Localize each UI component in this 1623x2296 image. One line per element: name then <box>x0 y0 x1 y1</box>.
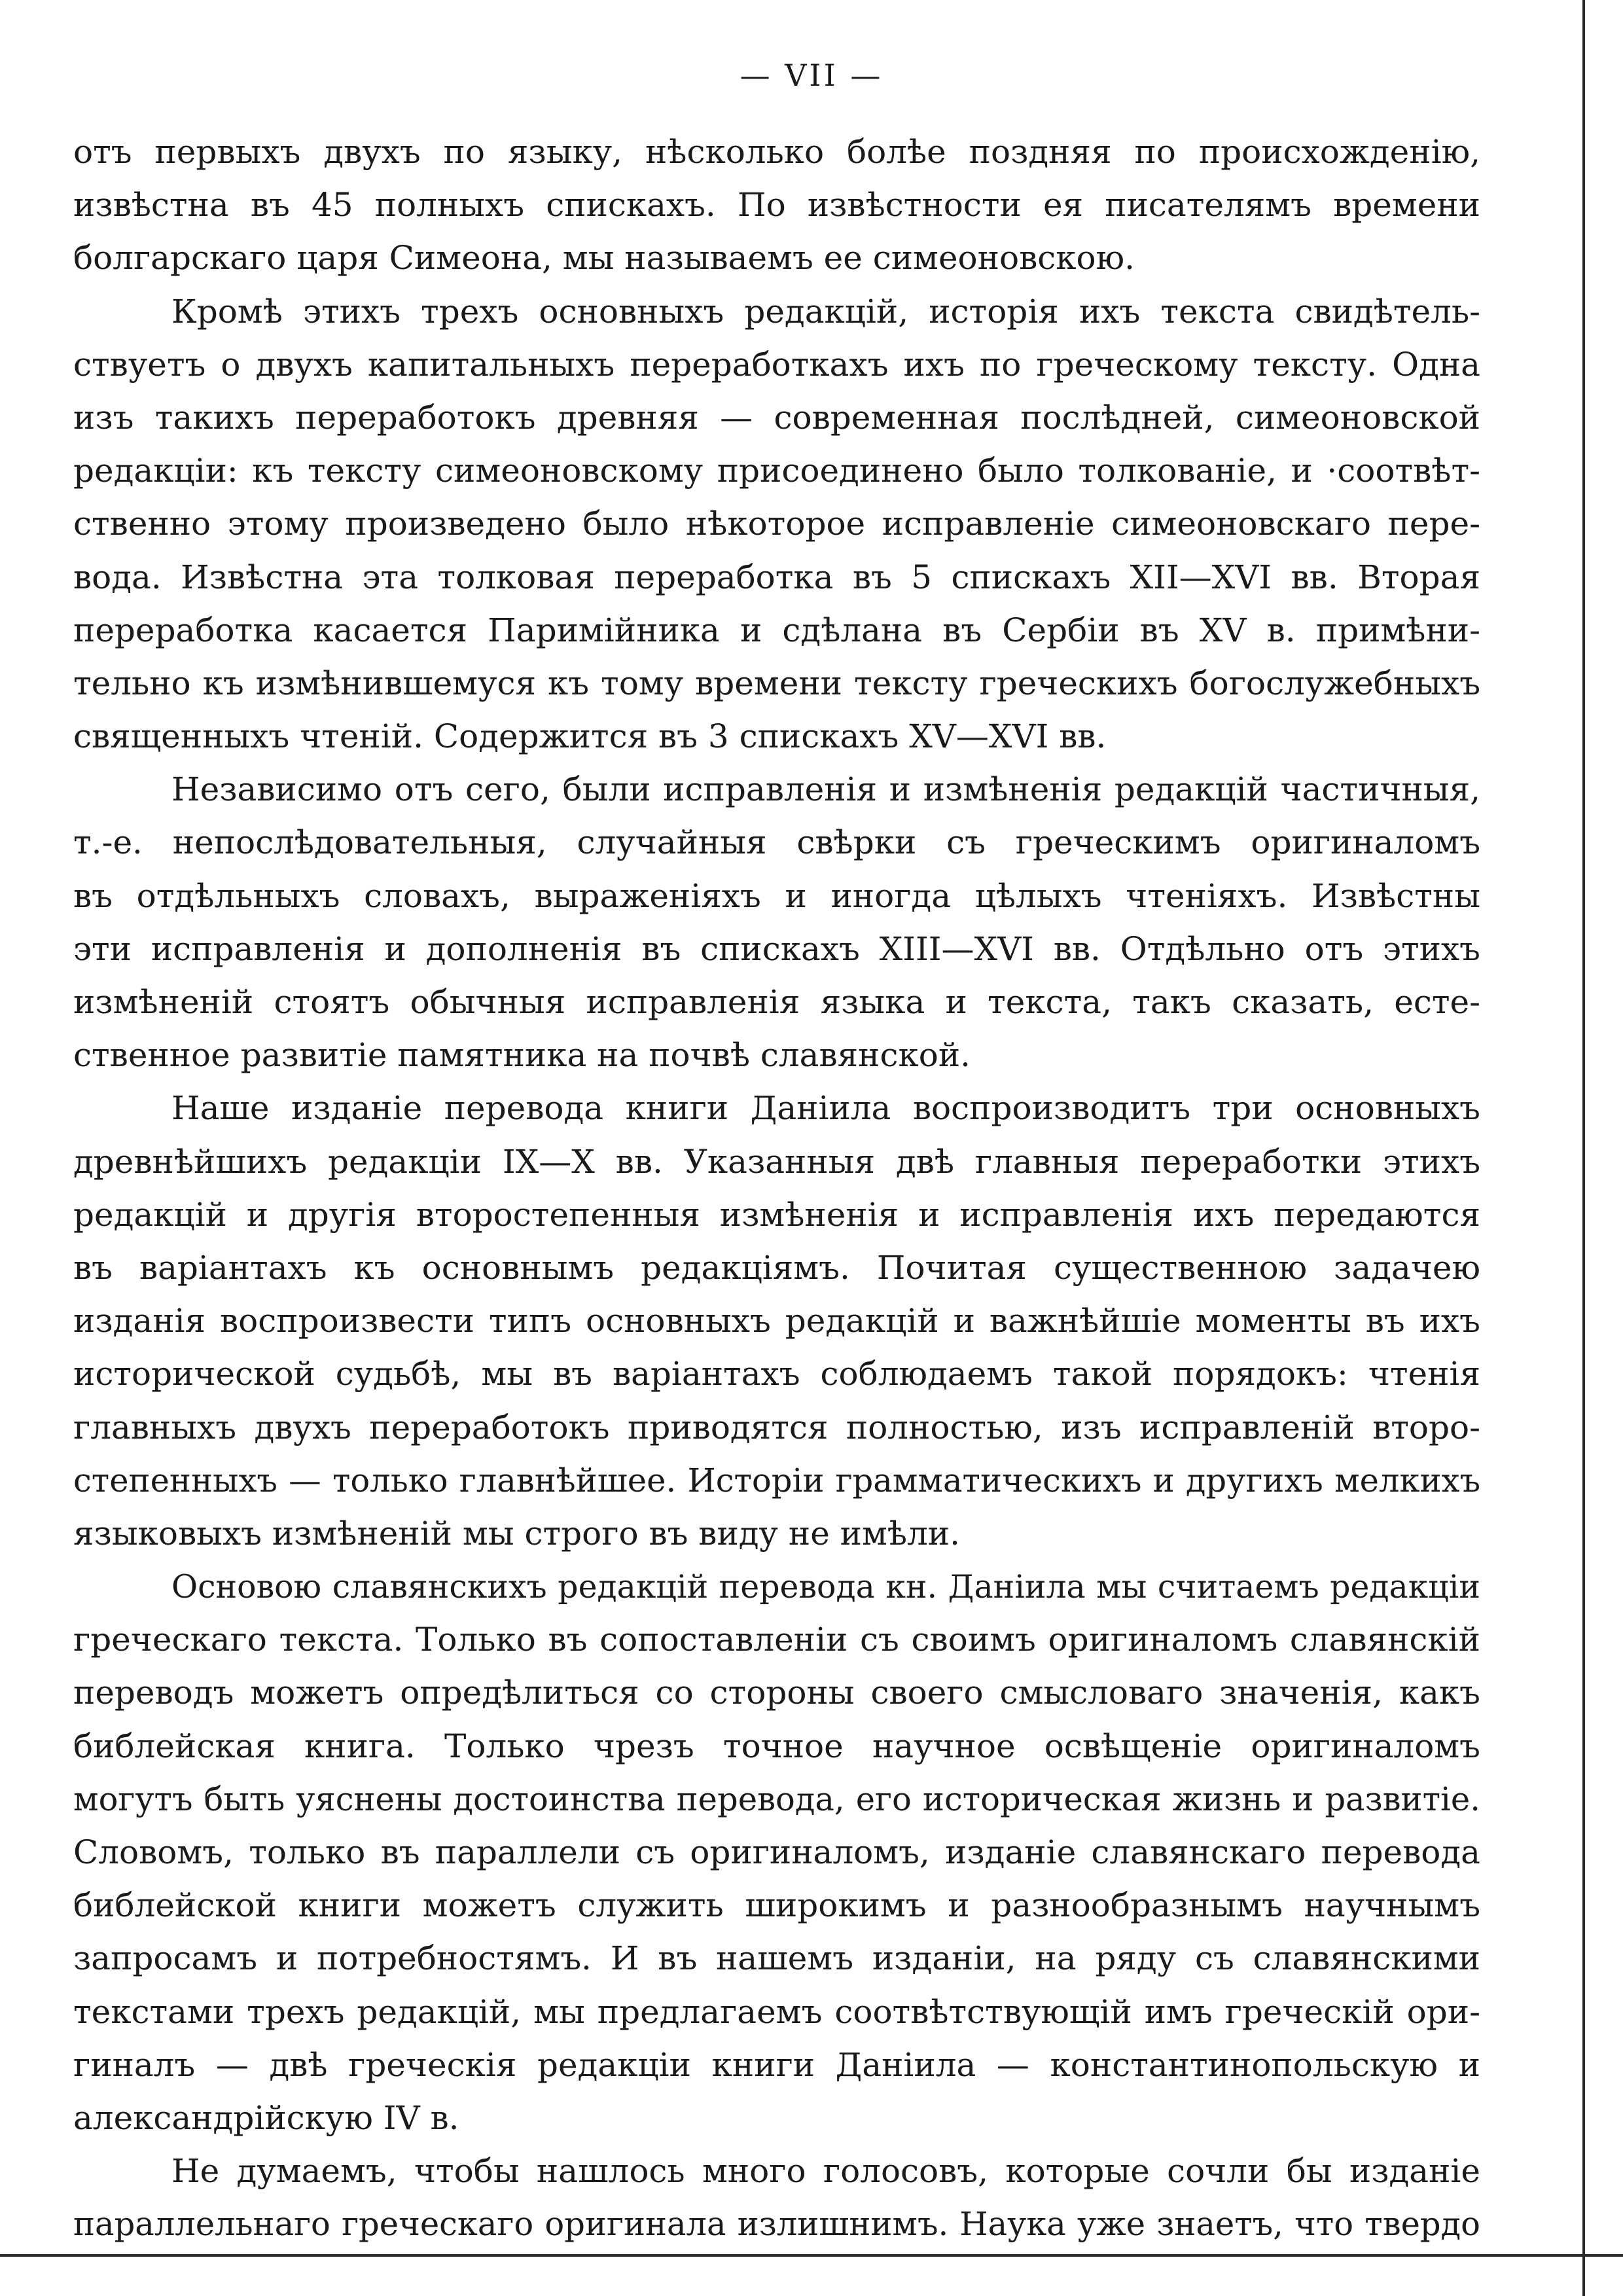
text-line: тельно къ измѣнившемуся къ тому времени тексту греческихъ богослужебныхъ <box>73 664 1480 702</box>
text-line: могутъ быть уяснены достоинства перевода, его историческая жизнь и развитіе. <box>73 1780 1480 1818</box>
text-line: болгарскаго царя Симеона, мы называемъ ее симеоновскою. <box>73 239 1135 278</box>
text-line: изданія воспроизвести типъ основныхъ редакцій и важнѣйшіе моменты въ ихъ <box>73 1302 1480 1340</box>
text-line: древнѣйшихъ редакціи IX—X вв. Указанныя двѣ главныя переработки этихъ <box>73 1142 1480 1181</box>
body-text <box>73 126 1480 2251</box>
text-line: эти исправленія и дополненія въ спискахъ XIII—XVI вв. Отдѣльно отъ этихъ <box>73 929 1480 968</box>
text-line: въ варіантахъ къ основнымъ редакціямъ. Почитая существенною задачею <box>73 1248 1480 1287</box>
page-border-bottom <box>0 2254 1623 2257</box>
text-line: измѣненій стоятъ обычныя исправленія языка и текста, такъ сказать, есте- <box>73 983 1480 1021</box>
text-line: въ отдѣльныхъ словахъ, выраженіяхъ и иногда цѣлыхъ чтеніяхъ. Извѣстны <box>73 876 1480 915</box>
text-line: ствуетъ о двухъ капитальныхъ переработкахъ ихъ по греческому тексту. Одна <box>73 345 1480 384</box>
text-line: ственно этому произведено было нѣкоторое исправленіе симеоновскаго пере- <box>73 505 1480 543</box>
text-line: текстами трехъ редакцій, мы предлагаемъ соотвѣтствующій имъ греческій ори- <box>73 1992 1480 2031</box>
text-line: Словомъ, только въ параллели съ оригиналомъ, изданіе славянскаго перевода <box>73 1833 1480 1871</box>
text-line: извѣстна въ 45 полныхъ спискахъ. По извѣстности ея писателямъ времени <box>73 186 1480 224</box>
text-line: степенныхъ — только главнѣйшее. Исторіи грамматическихъ и другихъ мелкихъ <box>73 1461 1480 1499</box>
text-line: запросамъ и потребностямъ. И въ нашемъ изданіи, на ряду съ славянскими <box>73 1939 1480 1978</box>
text-line: изъ такихъ переработокъ древняя — современная послѣдней, симеоновской <box>73 398 1480 437</box>
text-line: гиналъ — двѣ греческія редакціи книги Даніила — константинопольскую и <box>73 2045 1480 2084</box>
paragraph-first-line: Не думаемъ, чтобы нашлось много голосовъ, которые сочли бы изданіе <box>171 2152 1480 2191</box>
text-line: редакцій и другія второстепенныя измѣненія и исправленія ихъ передаются <box>73 1195 1480 1234</box>
text-line: ственное развитіе памятника на почвѣ славянской. <box>73 1036 971 1075</box>
text-line: главныхъ двухъ переработокъ приводятся полностью, изъ исправленій второ- <box>73 1408 1480 1446</box>
paragraph-first-line: Независимо отъ сего, были исправленія и измѣненія редакцій частичныя, <box>171 770 1480 809</box>
text-line: александрійскую IV в. <box>73 2098 459 2137</box>
text-line: переработка касается Паримійника и сдѣлана въ Сербіи въ XV в. примѣни- <box>73 611 1480 649</box>
page-number-header: — VII — <box>740 58 883 93</box>
paragraph-first-line: Кромѣ этихъ трехъ основныхъ редакцій, исторія ихъ текста свидѣтель- <box>171 292 1480 331</box>
text-line: т.-е. непослѣдовательныя, случайныя свѣрки съ греческимъ оригиналомъ <box>73 823 1480 862</box>
text-line: исторической судьбѣ, мы въ варіантахъ соблюдаемъ такой порядокъ: чтенія <box>73 1355 1480 1393</box>
text-line: вода. Извѣстна эта толковая переработка въ 5 спискахъ XII—XVI вв. Вторая <box>73 558 1480 596</box>
text-line: переводъ можетъ опредѣлиться со стороны своего смысловаго значенія, какъ <box>73 1674 1480 1712</box>
text-line: языковыхъ измѣненій мы строго въ виду не имѣли. <box>73 1514 961 1552</box>
paragraph-first-line: Наше изданіе перевода книги Даніила воспроизводитъ три основныхъ <box>171 1089 1480 1128</box>
text-line: параллельнаго греческаго оригинала излишнимъ. Наука уже знаетъ, что твердо <box>73 2205 1480 2244</box>
page-border-right <box>1582 0 1585 2296</box>
text-line: отъ первыхъ двухъ по языку, нѣсколько болѣе поздняя по происхожденію, <box>73 133 1480 171</box>
text-line: священныхъ чтеній. Содержится въ 3 спискахъ XV—XVI вв. <box>73 717 1107 756</box>
text-line: библейская книга. Только чрезъ точное научное освѣщеніе оригиналомъ <box>73 1727 1480 1765</box>
text-line: редакціи: къ тексту симеоновскому присоединено было толкованіе, и ·соотвѣт- <box>73 452 1480 490</box>
text-line: греческаго текста. Только въ сопоставленіи съ своимъ оригиналомъ славянскій <box>73 1621 1480 1659</box>
text-line: библейской книги можетъ служить широкимъ и разнообразнымъ научнымъ <box>73 1886 1480 1925</box>
paragraph-first-line: Основою славянскихъ редакцій перевода кн. Даніила мы считаемъ редакціи <box>171 1568 1480 1606</box>
